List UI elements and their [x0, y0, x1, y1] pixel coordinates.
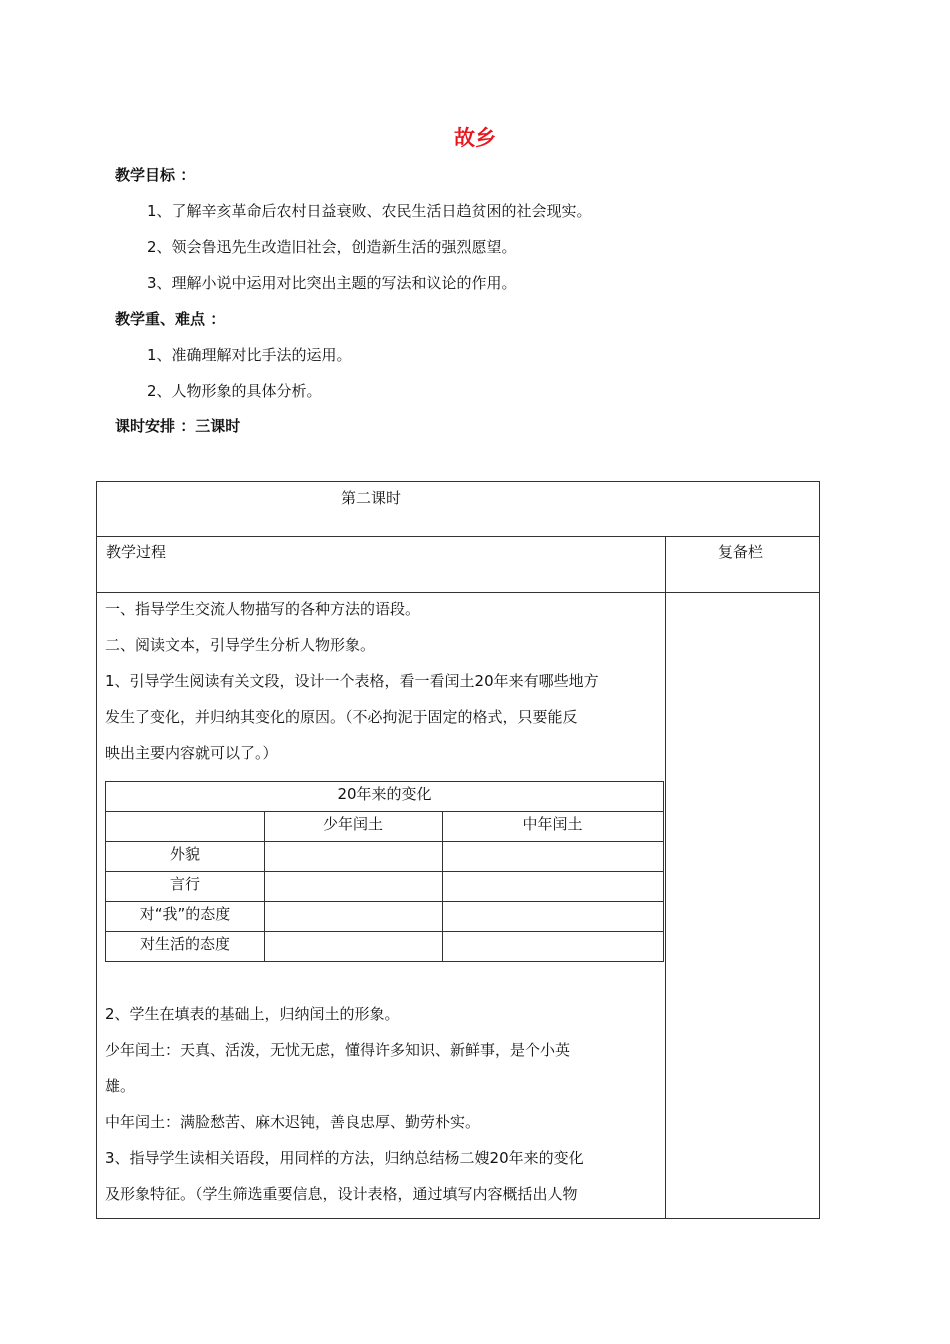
column-divider	[665, 536, 666, 1218]
row-label-appearance: 外貌	[169, 845, 200, 863]
process-line-9: 中年闰土：满脸愁苦、麻木迟钝，善良忠厚、勤劳朴实。	[105, 1113, 481, 1131]
process-line-8: 雄。	[105, 1077, 136, 1095]
divider	[106, 811, 663, 812]
process-line-1: 一、指导学生交流人物描写的各种方法的语段。	[105, 600, 421, 618]
process-line-7: 少年闰土：天真、活泼，无忧无虑，懂得许多知识、新鲜事，是个小英	[105, 1041, 571, 1059]
row-label-words-deeds: 言行	[169, 875, 200, 893]
process-line-5: 映出主要内容就可以了。）	[105, 744, 278, 762]
row-label-attitude-life: 对生活的态度	[139, 935, 230, 953]
process-line-10: 3、指导学生读相关语段，用同样的方法，归纳总结杨二嫂20年来的变化	[105, 1149, 584, 1167]
process-line-6: 2、学生在填表的基础上，归纳闰土的形象。	[105, 1005, 400, 1023]
header-young-runtu: 少年闰土	[322, 815, 383, 833]
key-point-item-2: 2、人物形象的具体分析。	[147, 382, 322, 400]
schedule-line: 课时安排 ：三课时	[115, 417, 241, 435]
divider	[106, 901, 663, 902]
process-line-2: 二、阅读文本，引导学生分析人物形象。	[105, 636, 376, 654]
objective-item-3: 3、理解小说中运用对比突出主题的写法和议论的作用。	[147, 274, 517, 292]
col-header-process: 教学过程	[106, 543, 167, 561]
divider	[106, 931, 663, 932]
header-adult-runtu: 中年闰土	[522, 815, 583, 833]
row-label-attitude-me: 对“我”的态度	[139, 905, 231, 923]
divider	[97, 536, 819, 537]
change-table	[105, 781, 664, 962]
col-header-notes: 复备栏	[718, 543, 764, 561]
objective-item-1: 1、了解辛亥革命后农村日益衰败、农民生活日趋贫困的社会现实。	[147, 202, 592, 220]
key-points-heading: 教学重、难点 ：	[115, 310, 226, 328]
lesson-table	[96, 481, 820, 1219]
divider	[106, 871, 663, 872]
objectives-heading: 教学目标 ：	[115, 166, 196, 184]
key-point-item-1: 1、准确理解对比手法的运用。	[147, 346, 352, 364]
document-title: 故乡	[454, 126, 496, 150]
change-table-title: 20年来的变化	[337, 785, 432, 803]
process-line-11: 及形象特征。（学生筛选重要信息，设计表格，通过填写内容概括出人物	[105, 1185, 578, 1203]
divider	[97, 592, 819, 593]
divider	[106, 841, 663, 842]
process-line-3: 1、引导学生阅读有关文段，设计一个表格，看一看闰土20年来有哪些地方	[105, 672, 599, 690]
objective-item-2: 2、领会鲁迅先生改造旧社会，创造新生活的强烈愿望。	[147, 238, 517, 256]
lesson-title: 第二课时	[341, 489, 402, 507]
process-line-4: 发生了变化，并归纳其变化的原因。（不必拘泥于固定的格式，只要能反	[105, 708, 578, 726]
